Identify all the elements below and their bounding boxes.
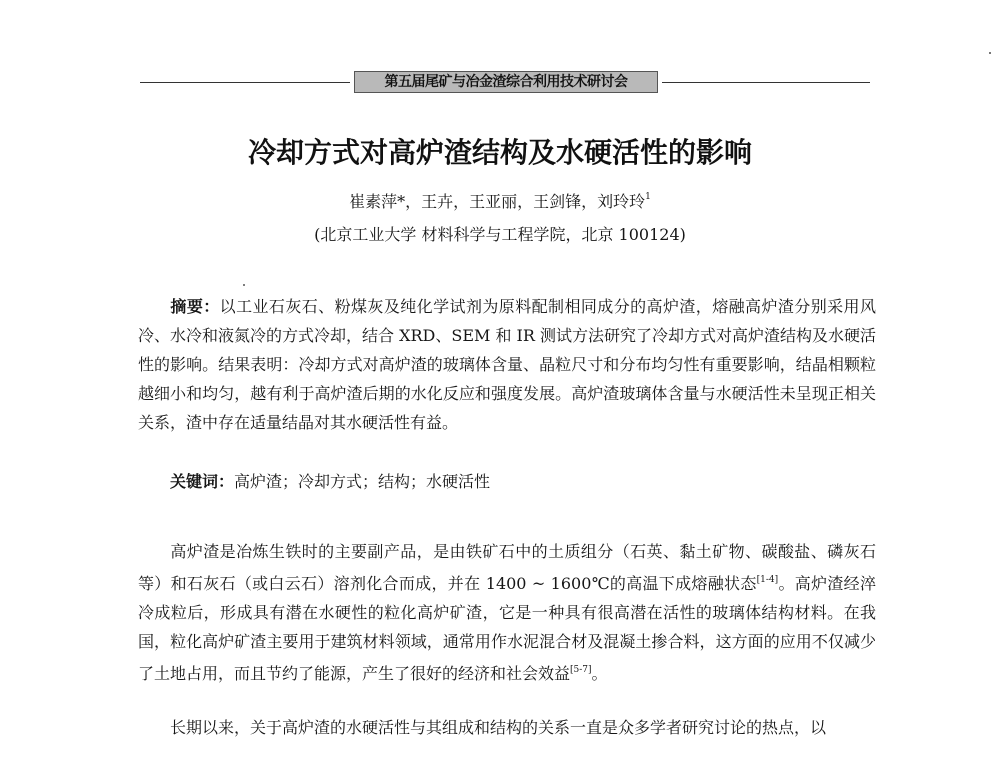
body-paragraph-1 [138, 537, 876, 688]
body-paragraph-2 [138, 713, 876, 742]
author-list [0, 186, 1000, 213]
scan-speck [989, 52, 991, 54]
keywords [138, 467, 876, 496]
citation-5-7: [5-7] [570, 665, 592, 675]
scan-speck-dot [243, 284, 245, 286]
conference-banner: 第五届尾矿与冶金渣综合利用技术研讨会 [354, 71, 658, 93]
header-rule-left [140, 82, 350, 83]
author-mark: 1 [645, 192, 651, 202]
paragraph-1-text-a: 高炉渣是冶炼生铁时的主要副产品，是由铁矿石中的土质组分（石英、黏土矿物、碳酸盐、磷灰石等）和石灰石（或白云石）溶剂化合而成，并在 1400 ~ 1600℃的高温下成熔融状态 [138, 542, 876, 593]
abstract-label: 摘要： [170, 297, 220, 316]
paper-title: 冷却方式对高炉渣结构及水硬活性的影响 [247, 136, 752, 169]
paragraph-2-text: 长期以来，关于高炉渣的水硬活性与其组成和结构的关系一直是众多学者研究讨论的热点，以 [170, 718, 827, 737]
keywords-text: 高炉渣；冷却方式；结构；水硬活性 [234, 472, 491, 491]
citation-1-4: [1-4] [756, 575, 779, 585]
paragraph-1-text-b: 。高炉渣经淬冷成粒后，形成具有潜在水硬性的粒化高炉矿渣，它是一种具有很高潜在活性的玻璃体结构材料。在我国，粒化高炉矿渣主要用于建筑材料领域，通常用作水泥混合材及混凝土掺合料，这方面的应用不仅减少了土地占用，而且节约了能源，产生了很好的经济和社会效益 [138, 574, 876, 683]
paragraph-1-text-c: 。 [591, 664, 608, 683]
abstract [138, 292, 876, 437]
keywords-label: 关键词： [170, 472, 235, 491]
author-names: 崔素萍*，王卉，王亚丽，王剑锋，刘玲玲 [349, 192, 646, 211]
header-rule-right [662, 82, 870, 83]
abstract-text: 以工业石灰石、粉煤灰及纯化学试剂为原料配制相同成分的高炉渣，熔融高炉渣分别采用风冷、水冷和液氮冷的方式冷却，结合 XRD、SEM 和 IR 测试方法研究了冷却方式对高炉渣结构及水硬活性的影响。结果表明：冷却方式对高炉渣的玻璃体含量、晶粒尺寸和分布均匀性有重要影响，结晶相颗粒越细小和均匀，越有利于高炉渣后期的水化反应和强度发展。高炉渣玻璃体含量与水硬活性未呈现正相关关系，渣中存在适量结晶对其水硬活性有益。 [138, 297, 877, 432]
affiliation: (北京工业大学 材料科学与工程学院，北京 100124) [314, 225, 686, 244]
